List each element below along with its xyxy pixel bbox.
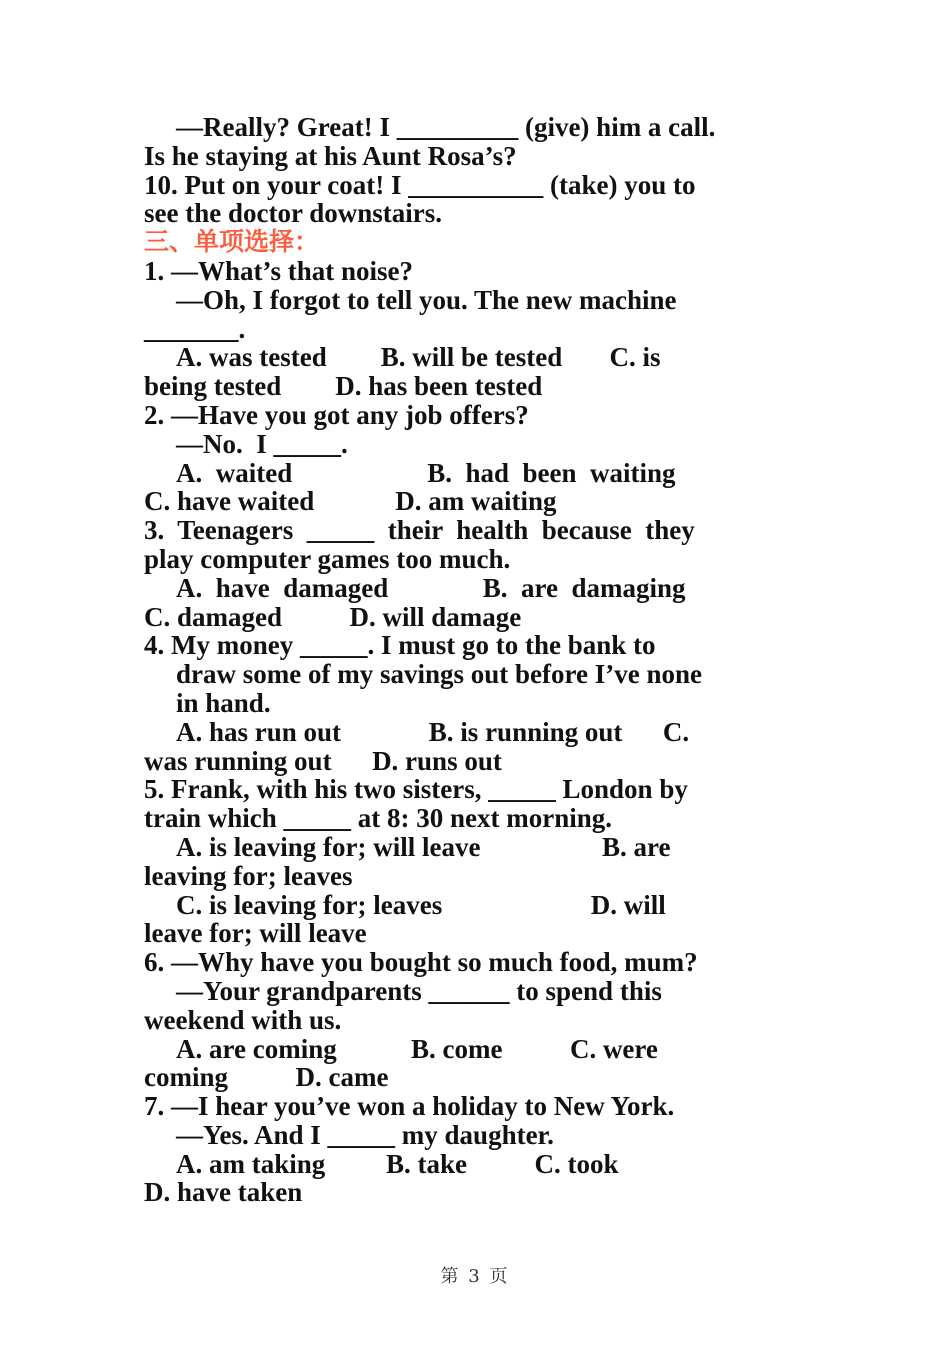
question-5-cont: train which _____ at 8: 30 next morning. [144,803,612,834]
question-1: 1. —What’s that noise? [144,255,414,286]
question-6-options: A. are coming B. come C. were [176,1033,658,1064]
question-5: 5. Frank, with his two sisters, _____ London by [144,774,688,805]
question-4-cont: in hand. [176,687,271,718]
question-6-reply-cont: weekend with us. [144,1004,342,1035]
question-4: 4. My money _____. I must go to the bank to [144,630,656,661]
question-1-options-cont: being tested D. has been tested [144,371,543,402]
exercise-content [144,113,806,1207]
answer-line: —Really? Great! I _________ (give) him a call. [176,112,716,142]
question-2-reply: —No. I _____. [176,428,348,459]
question-3-options: A. have damaged B. are damaging [176,572,686,603]
question-5-options-cont: leave for; will leave [144,918,367,949]
question-4-options-cont: was running out D. runs out [144,745,502,776]
question-7: 7. —I hear you’ve won a holiday to New York. [144,1091,675,1122]
page-number: 第 3 页 [440,1266,510,1287]
question-7-options-cont: D. have taken [144,1177,303,1208]
question-1-reply: —Oh, I forgot to tell you. The new machine [176,284,677,315]
question-10: 10. Put on your coat! I __________ (take) you to [144,169,696,200]
question-7-options: A. am taking B. take C. took [176,1148,619,1179]
question-1-blank: _______. [144,313,246,344]
question-4-cont: draw some of my savings out before I’ve none [176,659,702,690]
question-10-cont: see the doctor downstairs. [144,198,442,229]
question-5-options: C. is leaving for; leaves D. will [176,889,666,920]
question-3: 3. Teenagers _____ their health because they [144,515,695,546]
question-5-options: A. is leaving for; will leave B. are [176,831,671,862]
answer-line: Is he staying at his Aunt Rosa’s? [144,140,517,171]
question-5-options-cont: leaving for; leaves [144,860,353,891]
question-2: 2. —Have you got any job offers? [144,399,529,430]
section-heading: 三、单项选择： [144,227,320,257]
question-4-options: A. has run out B. is running out C. [176,716,690,747]
question-6-options-cont: coming D. came [144,1062,389,1093]
question-6-reply: —Your grandparents ______ to spend this [176,975,662,1006]
question-3-options-cont: C. damaged D. will damage [144,601,522,632]
question-3-cont: play computer games too much. [144,543,511,574]
question-6: 6. —Why have you bought so much food, mum? [144,947,698,978]
question-1-options: A. was tested B. will be tested C. is [176,342,661,373]
question-7-reply: —Yes. And I _____ my daughter. [176,1119,554,1150]
question-2-options: A. waited B. had been waiting [176,457,676,488]
question-2-options-cont: C. have waited D. am waiting [144,486,557,517]
